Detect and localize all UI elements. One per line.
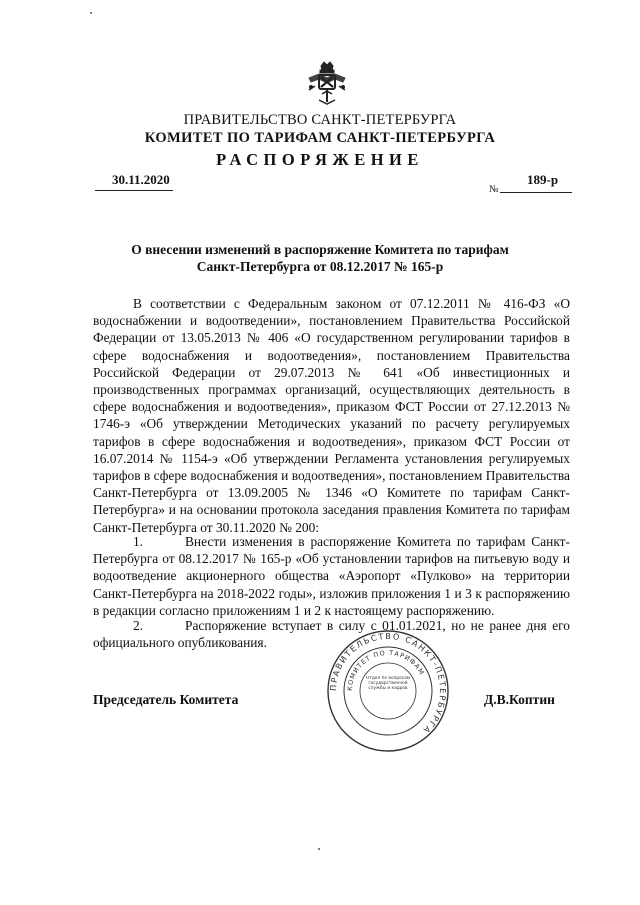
coat-of-arms-icon xyxy=(303,60,351,108)
item-text-1: Внести изменения в распоряжение Комитета по тарифам Санкт-Петербурга от 08.12.2017 № 165-р «Об установлении тарифов на питьевую воду и водоотведение акционерного общества «Аэропорт «Пулково» на территории Санкт-Петербурга на 2018-2022 годы», изложив приложения 1 и 3 к распоряжению в редакции согласно приложениям 1 и 2 к настоящему распоряжению. xyxy=(93,534,570,618)
document-date: 30.11.2020 xyxy=(112,172,170,187)
stamp-inner-text: КОМИТЕТ ПО ТАРИФАМ xyxy=(345,648,427,692)
number-underline xyxy=(500,192,572,193)
number-sign: № xyxy=(489,184,499,195)
stamp-center-text: Отдел по вопросам государственной службы и кадров xyxy=(366,676,410,691)
title-line-2: Санкт-Петербурга от 08.12.2017 № 165-р xyxy=(196,259,444,274)
preamble-paragraph: В соответствии с Федеральным законом от 07.12.2011 № 416-ФЗ «О водоснабжении и водоотведении», постановлением Правительства Российской Федерации от 13.05.2013 № 406 «О государственном регулировании тарифов в сфере водоснабжения и водоотведения», постановлением Правительства Российской Федерации от 29.07.2013 № 641 «Об инвестиционных и производственных программах организаций, осуществляющих деятельность в сфере водоснабжения и водоотведения», приказом ФСТ России от 27.12.2013 № 1746-э «Об утверждении Методических указаний по расчету регулируемых тарифов в сфере водоснабжения и водоотведения», приказом ФСТ России от 16.07.2014 № 1154-э «Об утверждении Регламента установления регулируемых тарифов в сфере водоснабжения и водоотведения», постановлением Правительства Санкт-Петербурга от 13.09.2005 № 1346 «О Комитете по тарифам Санкт-Петербурга» и на основании протокола заседания правления Комитета по тарифам Санкт-Петербурга от 30.11.2020 № 200: xyxy=(93,296,570,535)
item-text-2: Распоряжение вступает в силу с 01.01.2021, но не ранее дня его официального опубликования. xyxy=(93,618,570,651)
document-type-heading: РАСПОРЯЖЕНИЕ xyxy=(216,150,424,169)
scan-speck xyxy=(90,12,92,14)
item-number-2: 2. xyxy=(133,618,144,633)
stamp-outer-text: ПРАВИТЕЛЬСТВО САНКТ-ПЕТЕРБУРГА xyxy=(327,630,449,737)
committee-heading: КОМИТЕТ ПО ТАРИФАМ САНКТ-ПЕТЕРБУРГА xyxy=(144,130,496,146)
signatory-position: Председатель Комитета xyxy=(93,692,239,707)
item-number-1: 1. xyxy=(133,534,144,549)
scan-speck xyxy=(318,848,320,850)
document-number: 189-р xyxy=(527,172,559,187)
signatory-name: Д.В.Коптин xyxy=(484,692,555,707)
item-paragraph-1 xyxy=(93,533,570,619)
title-line-1: О внесении изменений в распоряжение Комитета по тарифам xyxy=(131,242,509,257)
document-title xyxy=(90,241,550,275)
official-seal-stamp xyxy=(325,628,451,754)
date-underline xyxy=(95,190,173,191)
government-heading: ПРАВИТЕЛЬСТВО САНКТ-ПЕТЕРБУРГА xyxy=(183,112,457,128)
